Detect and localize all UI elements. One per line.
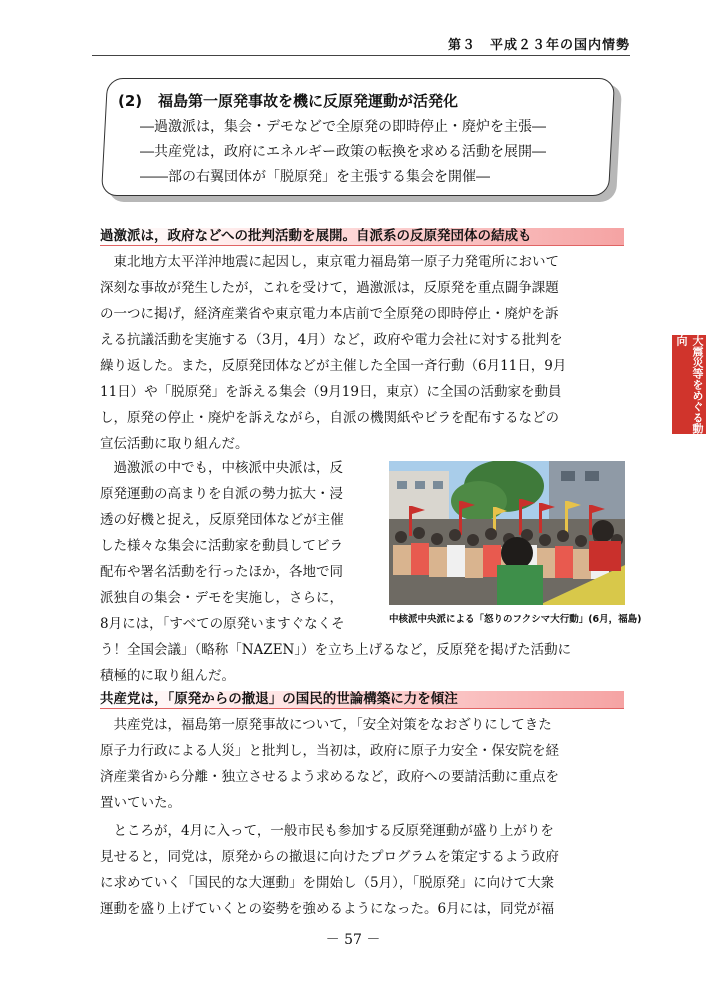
text-line: 8月には，「すべての原発いますぐなくそ xyxy=(100,616,345,632)
protest-photo xyxy=(389,461,625,605)
protest-photo-illustration xyxy=(389,461,625,605)
text-line: 深刻な事故が発生したが，これを受けて，過激派は，反原発を重点闘争課題 xyxy=(100,280,559,296)
text-line: 見せると，同党は，原発からの撤退に向けたプログラムを策定するよう政府 xyxy=(100,849,559,865)
text-line: ところが，4月に入って，一般市民も参加する反原発運動が盛り上がりを xyxy=(100,823,554,839)
jcp-paragraph-1 xyxy=(100,712,630,816)
text-line: 過激派の中でも，中核派中央派は，反 xyxy=(100,460,343,476)
summary-subtitle-2: ―共産党は，政府にエネルギー政策の転換を求める活動を展開― xyxy=(140,144,546,160)
text-line: し，原発の停止・廃炉を訴えながら，自派の機関紙やビラを配布するなどの xyxy=(100,410,559,426)
extremists-paragraph-2-cont xyxy=(100,637,630,689)
page-number: － 57 － xyxy=(325,932,381,948)
text-line: 宣伝活動に取り組んだ。 xyxy=(100,436,249,452)
text-line: 繰り返した。また，反原発団体などが主催した全国一斉行動（6月11日，9月 xyxy=(100,358,567,374)
text-line: 置いていた。 xyxy=(100,795,181,811)
text-line: う！全国会議」（略称「NAZEN」）を立ち上げるなど，反原発を掲げた活動に xyxy=(100,642,572,658)
section-heading-extremists: 過激派は，政府などへの批判活動を展開。自派系の反原発団体の結成も xyxy=(100,228,624,246)
text-line: に求めていく「国民的な大運動」を開始し（5月），「脱原発」に向けて大衆 xyxy=(100,875,555,891)
text-line: 原発運動の高まりを自派の勢力拡大・浸 xyxy=(100,486,343,502)
running-header: 第３ 平成２３年の国内情勢 xyxy=(447,38,630,53)
side-index-tab: 大震災等をめぐる動向 xyxy=(672,335,706,434)
text-line: 済産業省から分離・独立させるよう求めるなど，政府への要請活動に重点を xyxy=(100,769,559,785)
text-line: 11日）や「脱原発」を訴える集会（9月19日，東京）に全国の活動家を動員 xyxy=(100,384,562,400)
text-line: 積極的に取り組んだ。 xyxy=(100,668,235,684)
text-line: 共産党は，福島第一原発事故について，「安全対策をなおざりにしてきた xyxy=(100,717,552,733)
text-line: の一つに掲げ，経済産業省や東京電力本店前で全原発の即時停止・廃炉を訴 xyxy=(100,306,559,322)
photo-caption: 中核派中央派による「怒りのフクシマ大行動」(6月，福島) xyxy=(389,614,642,625)
summary-subtitle-3: ――部の右翼団体が「脱原発」を主張する集会を開催― xyxy=(140,169,490,185)
text-line: した様々な集会に活動家を動員してビラ xyxy=(100,538,343,554)
section-heading-communist-party: 共産党は，「原発からの撤退」の国民的世論構築に力を傾注 xyxy=(100,691,624,709)
header-rule xyxy=(92,55,630,56)
text-line: 配布や署名活動を行ったほか，各地で同 xyxy=(100,564,343,580)
text-line: える抗議活動を実施する（3月，4月）など，政府や電力会社に対する批判を xyxy=(100,332,563,348)
summary-title: 福島第一原発事故を機に反原発運動が活発化 xyxy=(158,92,459,110)
text-line: 派独自の集会・デモを実施し，さらに， xyxy=(100,590,343,606)
summary-title-line xyxy=(118,90,608,111)
section-number: (2) xyxy=(118,92,143,110)
summary-subtitle-1: ―過激派は，集会・デモなどで全原発の即時停止・廃炉を主張― xyxy=(140,119,546,135)
summary-content xyxy=(118,90,608,192)
extremists-paragraph-1 xyxy=(100,249,630,457)
text-line: 原子力行政による人災」と批判し，当初は，政府に原子力安全・保安院を経 xyxy=(100,743,559,759)
text-line: 透の好機と捉え，反原発団体などが主催 xyxy=(100,512,344,528)
jcp-paragraph-2 xyxy=(100,818,630,922)
extremists-paragraph-2 xyxy=(100,455,382,637)
text-line: 東北地方太平洋沖地震に起因し，東京電力福島第一原子力発電所において xyxy=(100,254,559,270)
text-line: 運動を盛り上げていくとの姿勢を強めるようになった。6月には，同党が福 xyxy=(100,901,555,917)
